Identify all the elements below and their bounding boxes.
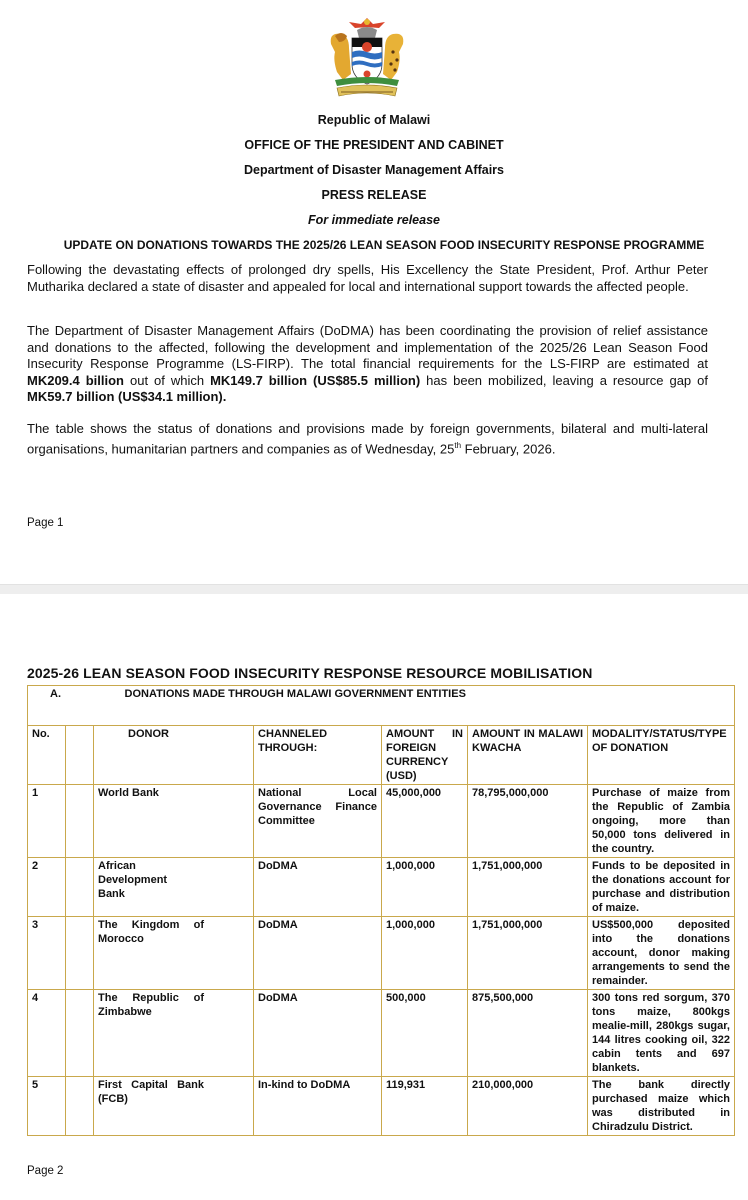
row-mwk: 210,000,000 <box>468 1077 588 1136</box>
office-name: OFFICE OF THE PRESIDENT AND CABINET <box>244 138 504 152</box>
financial-text-3: has been mobilized, leaving a resource gap of <box>420 372 708 388</box>
row-blank <box>66 785 94 858</box>
financial-paragraph <box>27 323 708 406</box>
row-modality: Purchase of maize from the Republic of Zambia ongoing, more than 50,000 tons delivered in the country. <box>588 785 735 858</box>
col-header-mwk: AMOUNT IN MALAWI KWACHA <box>468 726 588 785</box>
row-modality: The bank directly purchased maize which was distributed in Chiradzulu District. <box>588 1077 735 1136</box>
section-title: 2025-26 LEAN SEASON FOOD INSECURITY RESPONSE RESOURCE MOBILISATION <box>27 665 593 681</box>
row-modality: US$500,000 deposited into the donations account, donor making arrangements to send the remainder. <box>588 917 735 990</box>
row-donor-text: The Kingdom of Morocco <box>98 919 204 945</box>
press-release-title: UPDATE ON DONATIONS TOWARDS THE 2025/26 LEAN SEASON FOOD INSECURITY RESPONSE PROGRAMME <box>63 238 705 252</box>
row-channel: DoDMA <box>254 917 382 990</box>
col-header-modality: MODALITY/STATUS/TYPE OF DONATION <box>588 726 735 785</box>
section-heading <box>66 686 735 726</box>
malawi-coat-of-arms-icon <box>321 14 413 106</box>
total-requirement: MK209.4 billion <box>27 372 124 388</box>
row-usd: 1,000,000 <box>382 917 468 990</box>
table-row <box>28 917 735 990</box>
row-modality: 300 tons red sorgum, 370 tons maize, 800kgs mealie-mill, 280kgs sugar, 144 litres cooking oil, 322 cabin tents and 697 blankets. <box>588 990 735 1077</box>
row-no: 5 <box>28 1077 66 1136</box>
col-header-donor <box>94 726 254 785</box>
col-header-donor-text: DONOR <box>128 728 169 740</box>
page-1 <box>0 0 748 585</box>
col-header-blank <box>66 726 94 785</box>
table-intro-text-2: February, 2026. <box>461 440 556 456</box>
row-no: 2 <box>28 858 66 917</box>
col-header-no: No. <box>28 726 66 785</box>
row-blank <box>66 1077 94 1136</box>
release-note: For immediate release <box>307 213 440 227</box>
row-usd: 1,000,000 <box>382 858 468 917</box>
row-channel: National Local Governance Finance Committee <box>254 785 382 858</box>
header-row <box>28 726 735 785</box>
row-no: 3 <box>28 917 66 990</box>
row-mwk: 1,751,000,000 <box>468 858 588 917</box>
row-mwk: 1,751,000,000 <box>468 917 588 990</box>
table-row <box>28 785 735 858</box>
row-channel: DoDMA <box>254 990 382 1077</box>
table-row <box>28 858 735 917</box>
page-2 <box>0 594 748 1200</box>
financial-text-2: out of which <box>124 372 211 388</box>
row-mwk: 78,795,000,000 <box>468 785 588 858</box>
row-donor <box>94 1077 254 1136</box>
financial-text-1: The Department of Disaster Management Affairs (DoDMA) has been coordinating the provision of relief assistance and donations to the affected, following the development and implementation of the 2025/26 Lean Season Food Insecurity Response Programme (LS-FIRP). The total financial requirements for the LS-FIRP are estimated at <box>27 323 708 371</box>
row-no: 4 <box>28 990 66 1077</box>
row-channel: DoDMA <box>254 858 382 917</box>
row-no: 1 <box>28 785 66 858</box>
department-name: Department of Disaster Management Affairs <box>243 163 505 177</box>
row-donor: World Bank <box>94 785 254 858</box>
section-row <box>28 686 735 726</box>
row-donor <box>94 990 254 1077</box>
row-channel: In-kind to DoDMA <box>254 1077 382 1136</box>
table-intro-text-1: The table shows the status of donations and provisions made by foreign governments, bilateral and multi-lateral organisations, humanitarian partners and companies as of Wednesday, 25 <box>27 421 708 456</box>
page-number-1: Page 1 <box>27 517 64 529</box>
row-modality: Funds to be deposited in the donations account for purchase and distribution of maize. <box>588 858 735 917</box>
country-name: Republic of Malawi <box>317 113 431 127</box>
document-type: PRESS RELEASE <box>321 188 427 202</box>
row-blank <box>66 917 94 990</box>
row-donor-text: African Development Bank <box>98 860 168 900</box>
row-donor-text: First Capital Bank (FCB) <box>98 1079 204 1105</box>
row-donor <box>94 858 254 917</box>
section-heading-text: DONATIONS MADE THROUGH MALAWI GOVERNMENT ENTITIES <box>124 688 466 700</box>
row-usd: 45,000,000 <box>382 785 468 858</box>
row-donor <box>94 917 254 990</box>
row-mwk: 875,500,000 <box>468 990 588 1077</box>
mobilized-amount: MK149.7 billion (US$85.5 million) <box>210 372 421 388</box>
page-number-2: Page 2 <box>27 1165 64 1177</box>
col-header-channel: CHANNELED THROUGH: <box>254 726 382 785</box>
table-intro-paragraph <box>27 421 708 457</box>
resource-gap: MK59.7 billion (US$34.1 million). <box>27 389 227 404</box>
row-blank <box>66 990 94 1077</box>
donations-table <box>27 685 735 1136</box>
table-row <box>28 1077 735 1136</box>
ordinal-suffix: th <box>454 440 462 450</box>
intro-paragraph: Following the devastating effects of prolonged dry spells, His Excellency the State President, Prof. Arthur Peter Mutharika declared a state of disaster and appealed for local and international support towards the affected people. <box>27 262 708 294</box>
row-donor-text: The Republic of Zimbabwe <box>98 992 204 1018</box>
table-row <box>28 990 735 1077</box>
row-usd: 500,000 <box>382 990 468 1077</box>
row-usd: 119,931 <box>382 1077 468 1136</box>
section-letter: A. <box>28 686 66 726</box>
col-header-usd: AMOUNT IN FOREIGN CURRENCY (USD) <box>382 726 468 785</box>
row-blank <box>66 858 94 917</box>
